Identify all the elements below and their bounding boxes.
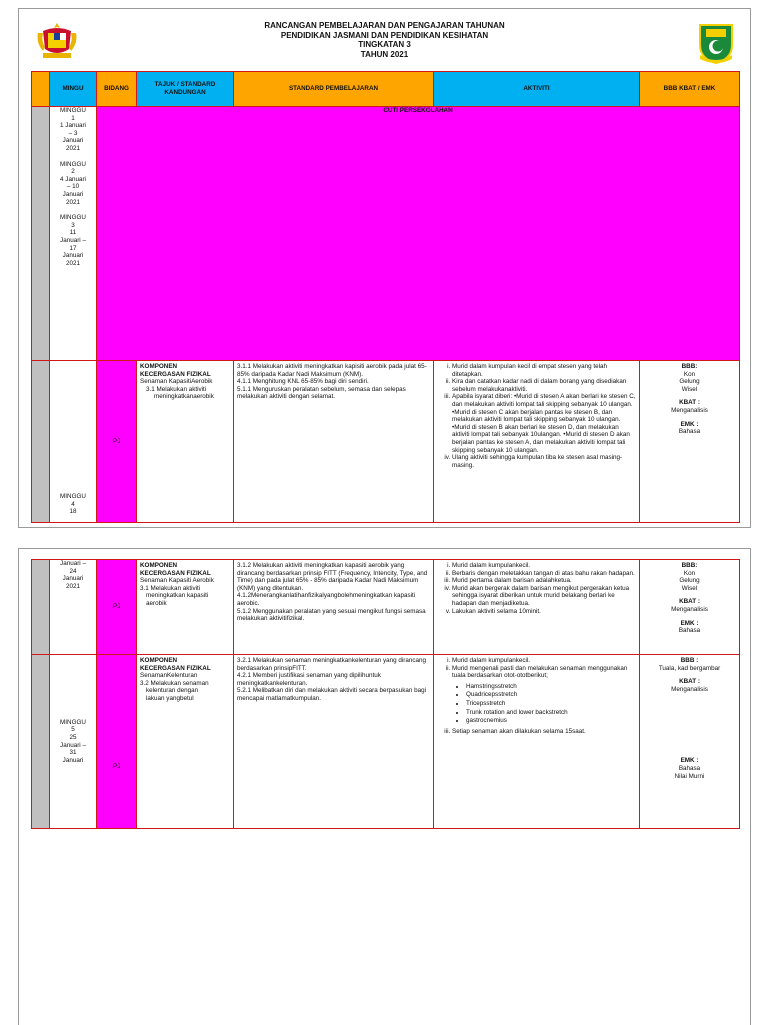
week-1-label: MINGGU 1 1 Januari – 3 Januari 2021 bbox=[60, 107, 86, 152]
stretch-item: • gastrocnemius bbox=[466, 717, 636, 725]
col-header-mingu: MINGU bbox=[50, 72, 97, 107]
sp-item: 3.2.1 Melakukan senaman meningkatkankelenturan yang dirancang berdasarkan prinsipFITT. bbox=[237, 657, 427, 672]
header-title: RANCANGAN PEMBELAJARAN DAN PENGAJARAN TAHUNAN bbox=[264, 21, 505, 30]
week-cell-holiday bbox=[50, 107, 97, 361]
list-item: ii. Murid mengenali pasti dan melakukan senaman menggunakan tuala berdasarkan otot-ototberikut; • Hamstringsstretch • Quadricepsstretch • Tricepsstretch • Trunk rotation and lower backstretch • gastrocnemius bbox=[452, 665, 636, 725]
list-item: ii. Berbaris dengan meletakkan tangan di atas bahu rakan hadapan. bbox=[452, 570, 636, 578]
row-gutter bbox=[32, 361, 50, 523]
sp-item: 3.1.1 Melakukan aktiviti meningkatkan kapisiti aerobik pada julat 65-85% daripada Kadar Nadi Maksimum (KNM). bbox=[237, 363, 427, 378]
holiday-banner: CUTI PERSEKOLAHAN bbox=[97, 107, 740, 361]
list-item: iv. Murid akan bergerak dalam barisan mengikut pergerakan ketua sehingga isyarat diberikan untuk murid belakang berlari ke hadapan dan menjadiketua. bbox=[452, 585, 636, 608]
lesson-row-week-4 bbox=[32, 361, 740, 523]
week-3-label: MINGGU 3 11 Januari – 17 Januari 2021 bbox=[60, 214, 86, 267]
week-cell-4: MINGGU 4 18 bbox=[50, 361, 97, 523]
activity-list bbox=[437, 363, 636, 469]
plan-table-1 bbox=[31, 71, 740, 523]
stretch-item: • Quadricepsstretch bbox=[466, 691, 636, 699]
list-item: iv. Ulang aktiviti sehingga kumpulan tiba ke stesen asal masing-masing. bbox=[452, 454, 636, 469]
list-item: iii. Apabila isyarat diberi: •Murid di stesen A akan berlari ke stesen C, dan melakukan aktiviti lompat tali skipping sebanyak 10 ulangan. •Murid di stesen C akan berjalan pantas ke stesen B, dan melakukan aktiviti lompat tali skipping sebanyak 10 ulangan. •Murid di stesen B akan berlari ke stesen D, dan melakukan aktiviti lompat tali sebanyak 10ulangan. •Murid di stesen D akan berjalan pantas ke stesen A, dan melakukan aktiviti lompat tali skipping sebanyak 10 ulangan. bbox=[452, 393, 636, 454]
sp-item: 4.1.1 Menghitung KNL 65-85% bagi diri sendiri. bbox=[237, 378, 369, 386]
week-2-label: MINGGU 2 4 Januari – 10 Januari 2021 bbox=[60, 160, 86, 206]
page-1 bbox=[18, 8, 751, 528]
col-header-bidang: BIDANG bbox=[97, 72, 137, 107]
aktiviti-cell bbox=[434, 560, 640, 655]
tajuk-cell: KOMPONEN KECERGASAN FIZIKAL SenamanKelenturan 3.2 Melakukan senaman kelenturan dengan lakuan yangbetul bbox=[137, 655, 234, 829]
header-year: TAHUN 2021 bbox=[360, 49, 409, 59]
lesson-row-week-4-cont bbox=[32, 560, 740, 655]
sp-item: 3.1.2 Melakukan aktiviti meningkatkan kapasiti aerobik yang dirancang berdasarkan prinsip FITT (Frequency, Intencity, Type, and Time) dan pada julat 65% - 85% daripada Kadar Nadi Maksimum (KNM) yang ditentukan. bbox=[237, 562, 428, 592]
bbb-cell: BBB: Kon Gelung Wisel KBAT : Menganalisis EMK : Bahasa bbox=[640, 560, 740, 655]
stretch-item: • Trunk rotation and lower backstretch bbox=[466, 709, 636, 717]
col-header-bbb-kbat-emk: BBB KBAT / EMK bbox=[640, 72, 740, 107]
standard-pembelajaran-cell bbox=[234, 560, 434, 655]
lesson-row-week-5 bbox=[32, 655, 740, 829]
list-item: iii. Setiap senaman akan dilakukan selama 15saat. bbox=[452, 728, 636, 736]
bbb-cell: BBB : Tuala, kad bergambar KBAT : Menganalisis EMK : Bahasa Nilai Murni bbox=[640, 655, 740, 829]
sp-item: 5.2.1 Melibatkan diri dan melakukan aktiviti secara berpasukan bagi mencapai matlamatkumpulan. bbox=[237, 687, 427, 702]
aktiviti-cell bbox=[434, 361, 640, 523]
bbb-cell: BBB: Kon Gelung Wisel KBAT : Menganalisis EMK : Bahasa bbox=[640, 361, 740, 523]
table-header-row bbox=[32, 72, 740, 107]
stretch-list bbox=[452, 683, 636, 725]
bidang-cell: PJ bbox=[97, 361, 137, 523]
list-item: i. Murid dalam kumpulankecil. bbox=[452, 657, 636, 665]
header-form: TINGKATAN 3 bbox=[358, 40, 411, 49]
bidang-cell: PJ bbox=[97, 655, 137, 829]
row-gutter bbox=[32, 655, 50, 829]
standard-pembelajaran-cell bbox=[234, 361, 434, 523]
col-header-tajuk: TAJUK / STANDARD KANDUNGAN bbox=[137, 72, 234, 107]
stretch-item: • Tricepsstretch bbox=[466, 700, 636, 708]
bidang-cell: PJ bbox=[97, 560, 137, 655]
sp-item: 4.2.1 Memberi justifikasi senaman yang dipilihuntuk meningkatkankelenturan. bbox=[237, 672, 381, 687]
list-item: iii. Murid pertama dalam barisan adalahketua. bbox=[452, 577, 636, 585]
week-cell-4-cont: Januari – 24 Januari 2021 bbox=[50, 560, 97, 655]
sp-item: 4.1.2Menerangkanlatihanfizikalyangbolehmeningkatkan kapasiti aerobic. bbox=[237, 592, 416, 607]
holiday-row bbox=[32, 107, 740, 361]
standard-pembelajaran-cell bbox=[234, 655, 434, 829]
tajuk-cell: KOMPONEN KECERGASAN FIZIKAL Senaman KapasitiAerobik 3.1 Melakukan aktiviti meningkatkanaerobik bbox=[137, 361, 234, 523]
plan-table-2 bbox=[31, 559, 740, 829]
sp-item: 5.1.2 Menggunakan peralatan yang sesuai mengikut fungsi semasa melakukan aktivitifizikal. bbox=[237, 607, 426, 623]
col-header-standard-pembelajaran: STANDARD PEMBELAJARAN bbox=[234, 72, 434, 107]
row-gutter bbox=[32, 107, 50, 361]
aktiviti-cell bbox=[434, 655, 640, 829]
page-2 bbox=[18, 548, 751, 1025]
list-item: i. Murid dalam kumpulan kecil di empat stesen yang telah ditetapkan. bbox=[452, 363, 636, 378]
list-item: v. Lakukan aktiviti selama 10minit. bbox=[452, 608, 636, 616]
activity-list bbox=[437, 657, 636, 735]
header-subject: PENDIDIKAN JASMANI DAN PENDIDIKAN KESIHATAN bbox=[280, 30, 489, 40]
list-item: ii. Kira dan catatkan kadar nadi di dalam borang yang disediakan sebelum melakukanaktiviti. bbox=[452, 378, 636, 393]
list-item: i. Murid dalam kumpulankecil. bbox=[452, 562, 636, 570]
activity-list bbox=[437, 562, 636, 615]
stretch-item: • Hamstringsstretch bbox=[466, 683, 636, 691]
col-header-aktiviti: AKTIVITI bbox=[434, 72, 640, 107]
week-cell-5: MINGGU 5 25 Januari – 31 Januari bbox=[50, 655, 97, 829]
header-blank bbox=[32, 72, 50, 107]
tajuk-cell: KOMPONEN KECERGASAN FIZIKAL Senaman Kapasiti Aerobik 3.1 Melakukan aktiviti meningkatkan kapasiti aerobik bbox=[137, 560, 234, 655]
document-header bbox=[19, 21, 750, 59]
sp-item: 5.1.1 Menguruskan peralatan sebelum, semasa dan selepas melakukan aktiviti dengan selamat. bbox=[237, 385, 406, 401]
row-gutter bbox=[32, 560, 50, 655]
